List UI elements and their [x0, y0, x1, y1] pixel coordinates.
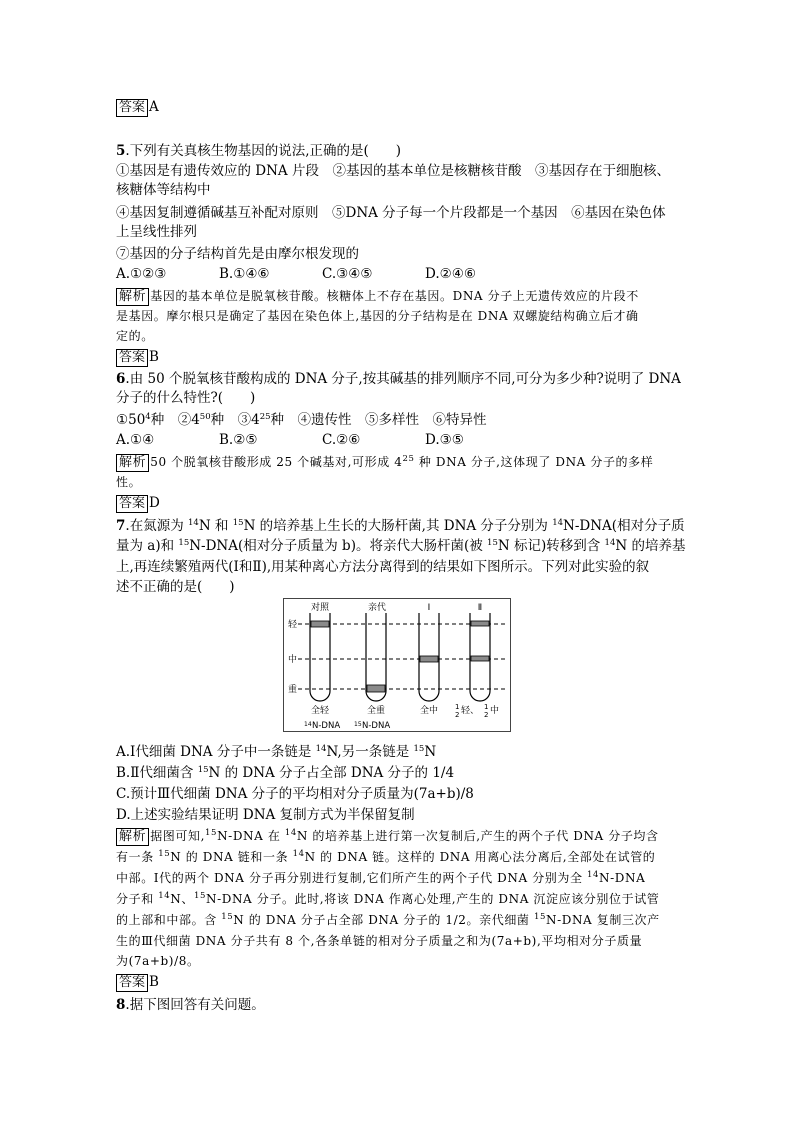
q7-stem: 7.在氮源为 $^{14}$N 和 $^{15}$N 的培养基上生长的大肠杆菌,其 DNA 分子分别为 $^{14}$N-DNA(相对分子质 [116, 518, 685, 534]
centrifuge-figure [283, 598, 511, 732]
analysis-tag: 解析 [116, 288, 149, 306]
sub1-sup: 14 [304, 721, 312, 728]
q7-stem: 述不正确的是( ) [116, 579, 235, 595]
q6-choices: $①50^4$种 $②4^{50}$种 $③4^{25}$种 ④遗传性 ⑤多样性 ⑥特异性 [116, 412, 487, 428]
q5-stem: 5.下列有关真核生物基因的说法,正确的是( ) [116, 143, 402, 159]
foot-all-middle: 全中 [419, 706, 439, 716]
option-b: B.②⑤ [219, 432, 258, 448]
sub1-label: N-DNA [312, 721, 341, 731]
q6-analysis: 解析 50 个脱氧核苷酸形成 25 个碱基对,可形成 $4^{25}$ 种 DNA 分子,这体现了 DNA 分子的多样 [116, 452, 682, 472]
band-parent-heavy [367, 685, 385, 692]
option-c: C.②⑥ [322, 432, 361, 448]
head-control: 对照 [310, 603, 330, 613]
q5-statement: ⑦基因的分子结构首先是由摩尔根发现的 [116, 246, 359, 262]
q5-statement: ①基因是有遗传效应的 DNA 片段 ②基因的基本单位是核糖核苷酸 ③基因存在于细胞核、 [116, 163, 670, 179]
foot-half-light: 轻、 [461, 706, 480, 716]
q7-option-c: C.预计Ⅲ代细菌 DNA 分子的平均相对分子质量为(7a+b)/8 [116, 786, 474, 802]
q7-analysis: 有一条 $^{15}$N 的 DNA 链和一条 $^{14}$N 的 DNA 链。这样的 DNA 用离心法分离后,全部处在试管的 [116, 849, 656, 864]
q7-analysis: 中部。Ⅰ代的两个 DNA 分子再分别进行复制,它们所产生的两个子代 DNA 分别为全 $^{14}$N-DNA [116, 870, 646, 885]
sub2-label: N-DNA [362, 721, 391, 731]
analysis-tag: 解析 [116, 454, 149, 472]
foot-half-middle: 中 [490, 706, 500, 716]
option-c: C.③④⑤ [322, 266, 373, 282]
band-gen2-light [471, 621, 489, 626]
test-tube-diagram [284, 599, 510, 731]
q6-stem: 分子的什么特性?( ) [116, 390, 256, 406]
q7-stem: 量为 a)和 $^{15}$N-DNA(相对分子质量为 b)。将亲代大肠杆菌(被 $^{15}$N 标记)转移到含 $^{14}$N 的培养基 [116, 538, 686, 554]
frac-den: 2 [484, 711, 489, 719]
sub2-sup: 15 [354, 721, 362, 728]
answer-tag: 答案 [116, 495, 148, 513]
q5-statement: ④基因复制遵循碱基互补配对原则 ⑤DNA 分子每一个片段都是一个基因 ⑥基因在染色体 [116, 205, 666, 221]
q5-options [116, 264, 682, 284]
level-middle: 中 [288, 655, 298, 665]
q5-statement: 上呈线性排列 [116, 224, 197, 240]
option-d: D.③⑤ [425, 432, 464, 448]
frac-den: 2 [455, 711, 460, 719]
option-a: A.①②③ [116, 266, 167, 282]
q7-option-d: D.上述实验结果证明 DNA 复制方式为半保留复制 [116, 807, 415, 823]
answer-tag: 答案 [116, 99, 148, 117]
band-gen1-middle [420, 656, 438, 662]
frac-num: 1 [484, 703, 489, 711]
foot-all-light: 全轻 [310, 706, 330, 716]
q7-analysis: 生的Ⅲ代细菌 DNA 分子共有 8 个,各条单链的相对分子质量之和为(7a+b),平均相对分子质量 [116, 934, 643, 948]
band-gen2-middle [471, 656, 489, 661]
option-d: D.②④⑥ [425, 266, 476, 282]
frac-num: 1 [455, 703, 460, 711]
q7-option-a: A.Ⅰ代细菌 DNA 分子中一条链是 $^{14}$N,另一条链是 $^{15}$N [116, 744, 437, 760]
answer-tag: 答案 [116, 349, 148, 367]
q6-options [116, 430, 682, 450]
band-control-light [311, 621, 329, 627]
answer-q7: 答案 B [116, 972, 682, 992]
head-gen1: Ⅰ [427, 603, 431, 613]
option-b: B.①④⑥ [219, 266, 270, 282]
head-gen2: Ⅱ [477, 603, 483, 613]
q6-stem: 6.由 50 个脱氧核苷酸构成的 DNA 分子,按其碱基的排列顺序不同,可分为多少种?说明了 DNA [116, 371, 681, 387]
answer-q6: 答案 D [116, 493, 682, 513]
head-parent: 亲代 [367, 603, 387, 613]
answer-q4: 答案 A [116, 97, 682, 117]
q7-analysis: 分子和 $^{14}$N、$^{15}$N-DNA 分子。此时,将该 DNA 作离心处理,产生的 DNA 沉淀应该分别位于试管 [116, 891, 660, 906]
q8-stem: 8.据下图回答有关问题。 [116, 997, 265, 1013]
answer-q5: 答案 B [116, 347, 682, 367]
analysis-tag: 解析 [116, 828, 149, 846]
q7-analysis: 为(7a+b)/8。 [116, 954, 200, 968]
q5-statement: 核糖体等结构中 [116, 182, 211, 198]
foot-all-heavy: 全重 [366, 706, 386, 716]
option-a: A.①④ [116, 432, 155, 448]
q7-option-b: B.Ⅱ代细菌含 $^{15}$N 的 DNA 分子占全部 DNA 分子的 1/4 [116, 765, 455, 781]
q7-analysis: 的上部和中部。含 $^{15}$N 的 DNA 分子占全部 DNA 分子的 1/2。亲代细菌 $^{15}$N-DNA 复制三次产 [116, 912, 660, 927]
level-heavy: 重 [288, 685, 298, 695]
q5-analysis: 解析 基因的基本单位是脱氧核苷酸。核糖体上不存在基因。DNA 分子上无遗传效应的片段不 [116, 286, 682, 306]
q5-analysis: 是基因。摩尔根只是确定了基因在染色体上,基因的分子结构是在 DNA 双螺旋结构确立后才确 [116, 309, 639, 323]
level-light: 轻 [288, 620, 298, 630]
q7-analysis: 解析 据图可知,$^{15}$N-DNA 在 $^{14}$N 的培养基上进行第一次复制后,产生的两个子代 DNA 分子均含 [116, 826, 682, 846]
q7-stem: 上,再连续繁殖两代(Ⅰ和Ⅱ),用某种离心方法分离得到的结果如下图所示。下列对此实验的叙 [116, 559, 650, 575]
answer-tag: 答案 [116, 974, 148, 992]
q6-analysis: 性。 [116, 475, 142, 489]
q5-analysis: 定的。 [116, 329, 154, 343]
